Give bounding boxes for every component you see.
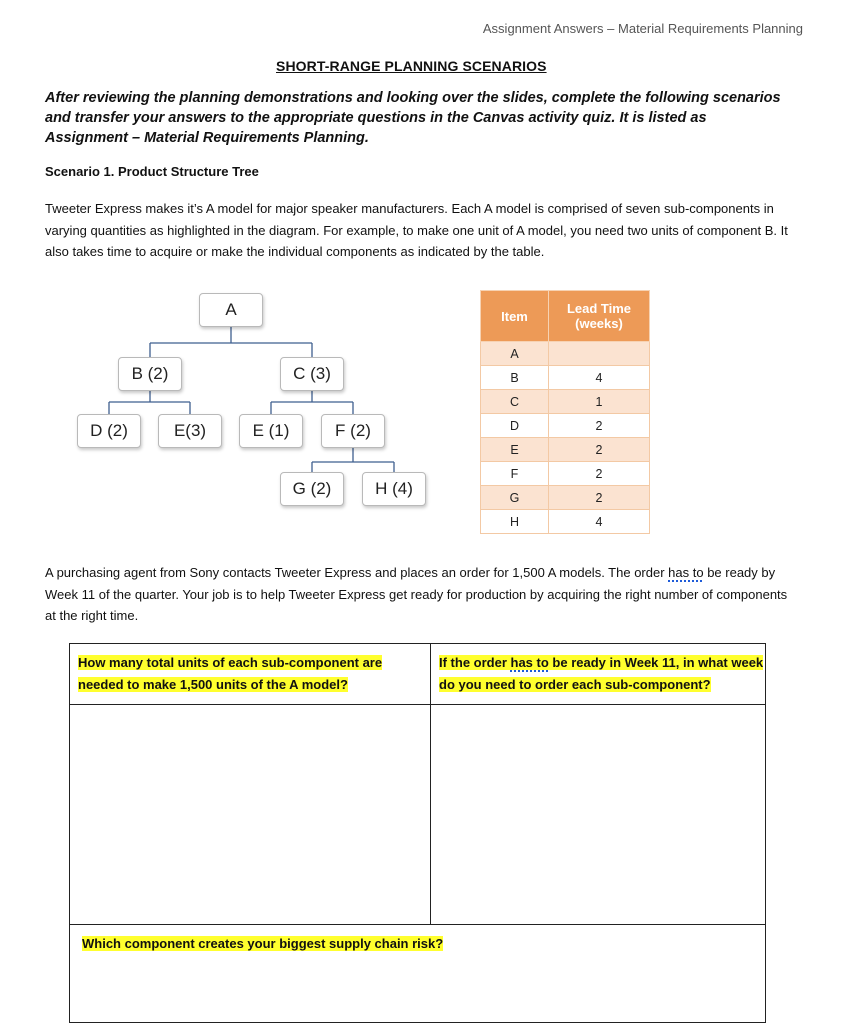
item-cell: E [481,438,549,462]
tree-node-e-under-c: E (1) [239,414,303,448]
tree-node-a: A [199,293,263,327]
scenario-heading: Scenario 1. Product Structure Tree [45,164,259,179]
tree-node-g: G (2) [280,472,344,506]
lead-time-header-line1: Lead Time [566,301,632,316]
lead-time-cell: 4 [549,366,650,390]
lead-time-table-header [481,291,650,342]
item-cell: D [481,414,549,438]
question-total-units-text: How many total units of each sub-component are needed to make 1,500 units of the A model? [78,655,383,692]
table-row [481,342,650,366]
table-row [481,414,650,438]
answer-grid [69,643,766,1023]
item-cell: C [481,390,549,414]
table-row [481,486,650,510]
lead-time-cell: 2 [549,462,650,486]
grid-divider-vertical [430,644,431,924]
item-column-header: Item [481,291,549,342]
lead-time-table [480,290,650,534]
scenario-description: Tweeter Express makes it’s A model for major speaker manufacturers. Each A model is comprised of seven sub-components in varying quantities as highlighted in the diagram. For example, to make one unit of A model, you need two units of component B. It also takes time to acquire or make the individual components as indicated by the table. [45,201,788,259]
table-row [481,438,650,462]
lead-time-cell: 2 [549,414,650,438]
lead-time-cell: 2 [549,438,650,462]
table-row [481,390,650,414]
tree-node-h: H (4) [362,472,426,506]
tree-node-f: F (2) [321,414,385,448]
tree-node-e-under-b: E(3) [158,414,222,448]
page-header: Assignment Answers – Material Requirements Planning [482,21,803,36]
item-cell: H [481,510,549,534]
lead-time-column-header [549,291,650,342]
item-cell: G [481,486,549,510]
grid-divider-bottom [70,924,765,925]
question-order-week-part1: If the order [439,655,511,670]
table-row [481,510,650,534]
item-cell: F [481,462,549,486]
item-cell: B [481,366,549,390]
lead-time-cell: 2 [549,486,650,510]
page-title: SHORT-RANGE PLANNING SCENARIOS [276,58,547,74]
question-order-week-part2: be ready in Week 11, in what week do you need to order each sub-component? [439,655,764,692]
tree-node-c: C (3) [280,357,344,391]
lead-time-cell: 4 [549,510,650,534]
tree-node-b: B (2) [118,357,182,391]
instructions-text: After reviewing the planning demonstrations and looking over the slides, complete the following scenarios and transfer your answers to the appropriate questions in the Canvas activity quiz. It is listed as Assignment – Material Requirements Planning. [45,90,781,146]
table-row [481,462,650,486]
tree-node-d: D (2) [77,414,141,448]
question-order-week [439,652,764,696]
lead-time-cell: 1 [549,390,650,414]
answer-area-order-week[interactable] [432,705,764,923]
order-text-flagged: has to [668,565,704,580]
lead-time-cell [549,342,650,366]
question-total-units [78,652,423,696]
question-supply-risk-text: Which component creates your biggest supply chain risk? [82,936,444,951]
question-supply-risk [82,933,682,955]
table-row [481,366,650,390]
order-description [45,562,790,627]
order-text-part1: A purchasing agent from Sony contacts Tweeter Express and places an order for 1,500 A models. The order [45,565,669,580]
lead-time-header-line2: (weeks) [575,316,623,331]
answer-area-supply-risk[interactable] [71,959,764,1021]
order-text-part2: be ready by Week 11 of the quarter. Your job is to help Tweeter Express get ready for production by acquiring the right number of components at the right time. [45,565,788,623]
item-cell: A [481,342,549,366]
question-order-week-flagged: has to [510,655,549,670]
answer-area-total-units[interactable] [71,705,429,923]
